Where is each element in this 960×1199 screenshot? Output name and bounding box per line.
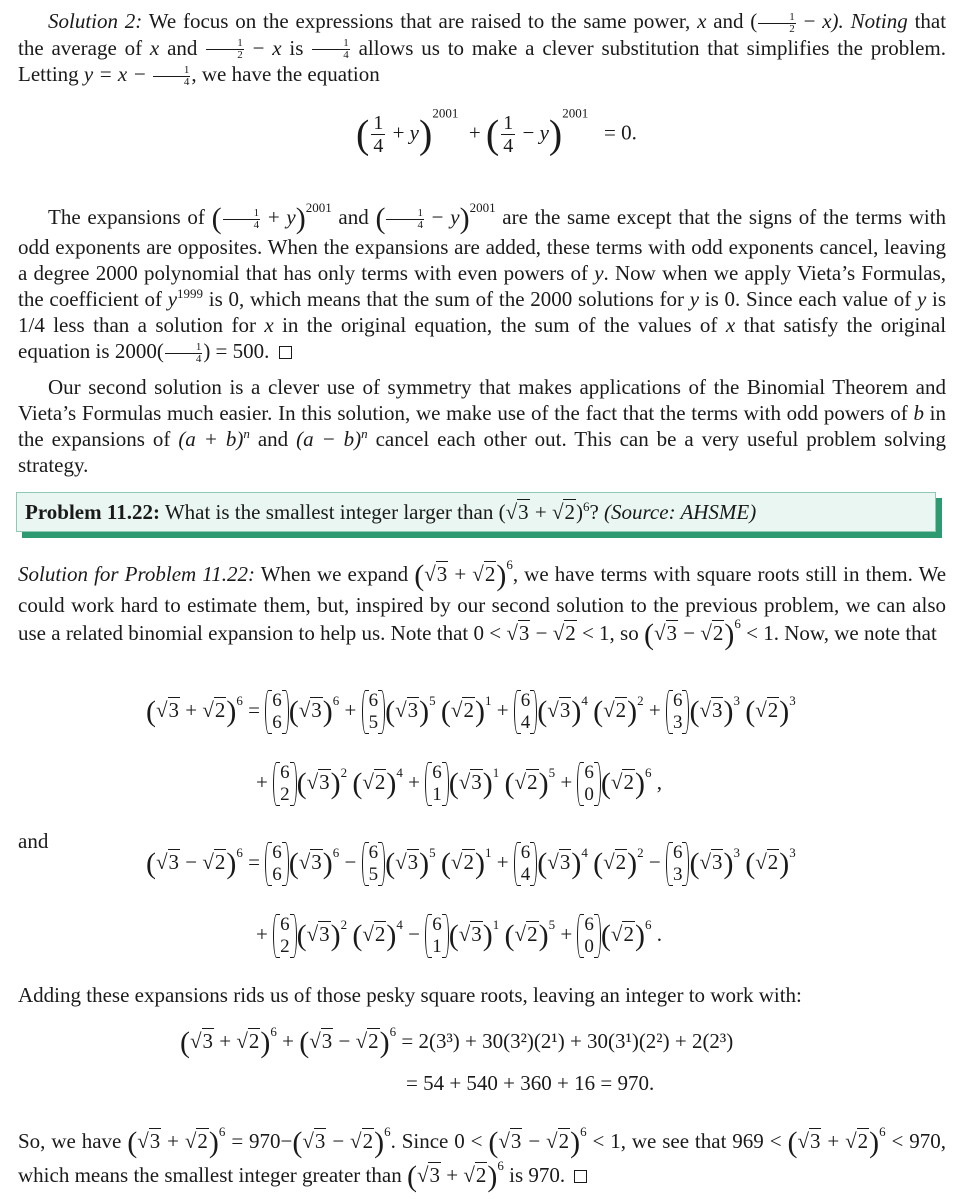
expansion-term: = 6 6 $(√3)^6$ xyxy=(242,842,340,885)
expansion-term: − 6 5 $(√3)^5$ $(√2)^1$ xyxy=(344,842,492,885)
expansions-paragraph: The expansions of ( $\frac{1}{4}$ + y)$^{2001}$ and ( $\frac{1}{4}$ − y)$^{2001}$ are the same except that the signs of the terms with odd exponents are opposites. When the expansions are added, these terms with odd exponents cancel, leaving a degree 2000 polynomial that has only terms with even powers of y. Now when we apply Vieta’s Formulas, the coefficient of $y^{1999}$ is 0, which means that the sum of the 2000 solutions for y is 0. Since each value of y is 1/4 less than a solution for x in the original equation, the sum of the values of x that satisfy the original equation is 2000( $\frac{1}{4}$ ) = 500. xyxy=(18,200,947,365)
problem-statement: Problem 11.22: What is the smallest integer larger than $(√3 + √2)^6$? (Source: AHSME) xyxy=(25,499,757,524)
sum-equation-line1: $(√3 + √2)^6 + (√3 - √2)^6 = 2(3^3) + 30(3^2)(2^1) + 30(3^1)(2^2) + 2(2^3)$ xyxy=(180,1024,734,1060)
expansion-minus-line1: $(√3 - √2)^6$ = 6 6 $(√3)^6$ − 6 5 $(√3)^5$ $(√2)^1$ + 6 4 $(√3)^4$ $(√2)^2$ − 6 3 $(√3)^3$ $(√2)^3$ xyxy=(146,842,796,885)
text: Letting xyxy=(18,62,79,87)
binomial-coefficient: 6 3 xyxy=(666,690,690,734)
text: allows us to make a clever substitution that simplifies the problem. xyxy=(358,35,946,60)
binomial-coefficient: 6 2 xyxy=(273,914,297,958)
expansion-plus-line1: $(√3 + √2)^6$ = 6 6 $(√3)^6$ + 6 5 $(√3)^5$ $(√2)^1$ + 6 4 $(√3)^4$ $(√2)^2$ + 6 3 $(√3)^3$ $(√2)^3$ xyxy=(146,690,796,733)
fraction-quarter: $\frac{1}{4}$ xyxy=(312,38,350,61)
text: − xyxy=(252,35,273,60)
binomial-coefficient: 6 1 xyxy=(425,762,449,806)
fraction-quarter: $\frac{1}{4}$ xyxy=(373,112,384,157)
expansion-term: + 6 2 $(√3)^2$ $(√2)^4$ xyxy=(256,762,403,805)
equation-sum-powers: ( $\frac{1}{4}$ + y)$^{2001}$ + ( $\frac{1}{4}$ − y)$^{2001}$ = 0. xyxy=(356,105,637,157)
expansion-term: + 6 4 $(√3)^4$ $(√2)^2$ xyxy=(496,842,644,885)
text: that the average of xyxy=(18,9,947,60)
and-label: and xyxy=(18,829,49,853)
problem-label: Problem 11.22: xyxy=(25,500,160,524)
expansion-term: = 6 6 $(√3)^6$ xyxy=(242,690,340,733)
sqrt-2: √2 xyxy=(551,500,575,524)
solution2-label: Solution 2: xyxy=(48,9,143,33)
expansion-term: + 6 2 $(√3)^2$ $(√2)^4$ xyxy=(256,914,403,957)
solution-problem-paragraph: Solution for Problem 11.22: When we expand $(√3 + √2)^6$, we have terms with square roots still in them. We could work hard to estimate them, but, inspired by our second solution to the previous problem, we can also use a related binomial expansion to help us. Note that 0 < √3 − √2 < 1, so $(√3 - √2)^6 < 1$. Now, we note that xyxy=(18,557,947,652)
binomial-coefficient: 6 6 xyxy=(265,690,289,734)
binomial-coefficient: 6 0 xyxy=(577,914,601,958)
expansion-term: − 6 3 $(√3)^3$ $(√2)^3$ xyxy=(648,842,796,885)
fraction-quarter: $\frac{1}{4}$ xyxy=(503,112,514,157)
expansion-term: + 6 3 $(√3)^3$ $(√2)^3$ xyxy=(648,690,796,733)
adding-text: Adding these expansions rids us of those pesky square roots, leaving an integer to work with: xyxy=(18,983,802,1007)
text: y = x − xyxy=(83,62,147,87)
text: − xyxy=(803,9,816,33)
sum-rhs1: = 2(3³) + 30(3²)(2¹) + 30(3¹)(2²) + 2(2³) xyxy=(401,1029,734,1053)
binomial-coefficient: 6 2 xyxy=(273,762,297,806)
text: is xyxy=(281,35,312,60)
fraction-half: $\frac{1}{2}$ xyxy=(758,12,796,35)
binomial-coefficient: 6 4 xyxy=(514,690,538,734)
binomial-coefficient: 6 5 xyxy=(362,842,386,886)
text: and xyxy=(167,35,198,60)
text: x). Noting xyxy=(822,9,908,33)
binomial-coefficient: 6 1 xyxy=(425,914,449,958)
binomial-coefficient: 6 0 xyxy=(577,762,601,806)
var-x: x xyxy=(149,35,160,60)
binomial-coefficient: 6 5 xyxy=(362,690,386,734)
binomial-coefficient: 6 6 xyxy=(265,842,289,886)
binomial-coefficient: 6 4 xyxy=(514,842,538,886)
binomial-coefficient: 6 3 xyxy=(666,842,690,886)
var-x: x xyxy=(697,9,707,33)
sum-equation-line2: = 54 + 540 + 360 + 16 = 970. xyxy=(406,1071,655,1095)
problem-source: (Source: AHSME) xyxy=(604,500,757,524)
solution2-paragraph xyxy=(18,8,946,88)
problem-box xyxy=(16,492,936,532)
expansion-term: + 6 5 $(√3)^5$ $(√2)^1$ xyxy=(344,690,492,733)
expansion-term: + 6 4 $(√3)^4$ $(√2)^2$ xyxy=(496,690,644,733)
text: We focus on the expressions that are raised to the same power, xyxy=(148,9,691,33)
expansion-term: + 6 1 $(√3)^1$ $(√2)^5$ xyxy=(408,762,556,805)
qed-icon xyxy=(574,1170,587,1183)
expansion-term: − 6 1 $(√3)^1$ $(√2)^5$ xyxy=(408,914,556,957)
qed-icon xyxy=(279,346,292,359)
solution-label: Solution for Problem 11.22: xyxy=(18,562,255,586)
sqrt-3: √3 xyxy=(505,500,529,524)
fraction-half: $\frac{1}{2}$ xyxy=(206,38,244,61)
expansion-term: + 6 0 $(√2)^6$ xyxy=(560,914,652,957)
expansion-minus-line2: + 6 2 $(√3)^2$ $(√2)^4$ − 6 1 $(√3)^1$ $(√2)^5$ + 6 0 $(√2)^6$ . xyxy=(256,914,662,957)
fraction-quarter: $\frac{1}{4}$ xyxy=(153,65,191,88)
expansion-plus-line2: + 6 2 $(√3)^2$ $(√2)^4$ + 6 1 $(√3)^1$ $(√2)^5$ + 6 0 $(√2)^6$ , xyxy=(256,762,662,805)
conclusion-paragraph: So, we have $(√3 + √2)^6 = 970-(√3 - √2)^6$. Since $0 < (√3 - √2)^6 < 1$, we see that $969 < (√3 + √2)^6 < 970$, which means the smallest integer greater than $(√3 + √2)^6$ is 970. xyxy=(18,1124,946,1194)
var-x: x xyxy=(272,35,282,60)
expansion-term: + 6 0 $(√2)^6$ xyxy=(560,762,652,805)
text: and ( xyxy=(713,9,758,33)
text: , we have the equation xyxy=(191,62,380,87)
symmetry-paragraph: Our second solution is a clever use of symmetry that makes applications of the Binomial Theorem and Vieta’s Formulas much easier. In this solution, we make use of the fact that the terms with odd powers of b in the expansions of $(a + b)^n$ and $(a - b)^n$ cancel each other out. This can be a very useful problem solving strategy. xyxy=(18,375,946,477)
